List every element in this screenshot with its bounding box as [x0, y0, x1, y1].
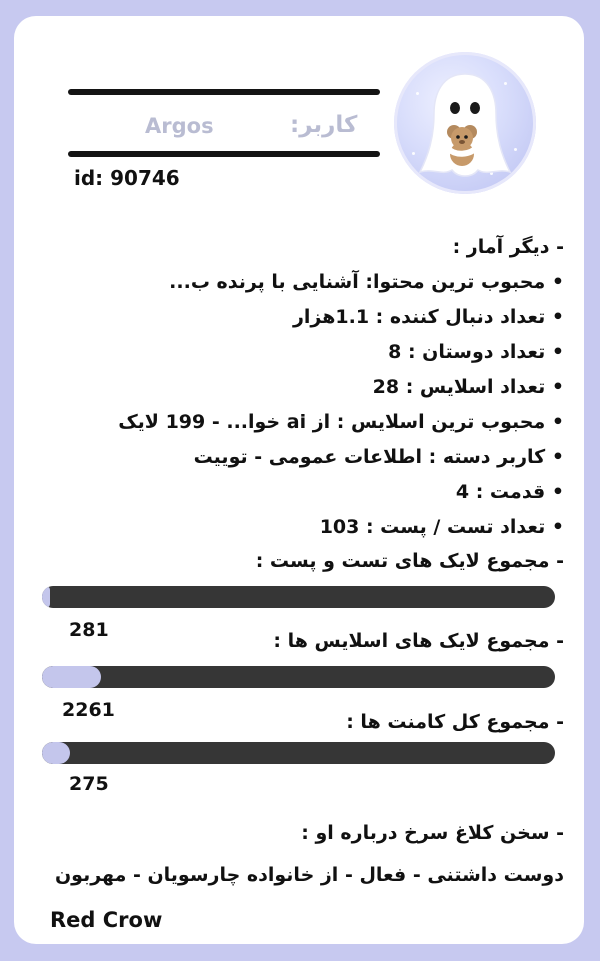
stat-tests-posts: • تعداد تست / پست : 103 — [319, 516, 564, 538]
user-id: id: 90746 — [74, 166, 180, 190]
stat-age: • قدمت : 4 — [455, 481, 564, 503]
username[interactable]: Argos — [145, 114, 214, 138]
progress-bar-test-likes — [42, 586, 555, 608]
bar-value-comments: 275 — [69, 773, 109, 795]
progress-bar-comments — [42, 742, 555, 764]
signature: Red Crow — [50, 908, 163, 932]
stat-category: • کاربر دسته : اطلاعات عمومی - توییت — [193, 446, 564, 468]
bar-value-slice-likes: 2261 — [62, 699, 115, 721]
progress-fill-test-likes — [42, 586, 50, 608]
stats-header: - دیگر آمار : — [452, 236, 564, 258]
progress-fill-comments — [42, 742, 70, 764]
bar-value-test-likes: 281 — [69, 619, 109, 641]
bar-title-slice-likes: - مجموع لایک های اسلایس ها : — [273, 630, 564, 652]
divider-top — [68, 89, 380, 95]
bar-title-comments: - مجموع کل کامنت ها : — [346, 711, 564, 733]
stat-followers: • تعداد دنبال کننده : 1.1هزار — [292, 306, 564, 328]
stats-list — [34, 230, 564, 545]
crow-header: - سخن کلاغ سرخ درباره او : — [301, 822, 564, 844]
crow-text: دوست داشتنی - فعال - از خانواده چارسویان - مهربون — [54, 864, 564, 886]
stat-friends: • تعداد دوستان : 8 — [388, 341, 564, 363]
progress-bar-slice-likes — [42, 666, 555, 688]
divider-bottom — [68, 151, 380, 157]
avatar[interactable] — [394, 52, 536, 194]
progress-fill-slice-likes — [42, 666, 101, 688]
ghost-icon — [394, 52, 536, 194]
stat-top-slice: • محبوب ترین اسلایس : از ai خوا... - 199 لایک — [118, 411, 564, 433]
username-label: کاربر: — [290, 112, 358, 138]
stat-top-content: • محبوب ترین محتوا: آشنایی با پرنده ب... — [169, 271, 564, 293]
stat-slices: • تعداد اسلایس : 28 — [372, 376, 564, 398]
profile-card — [14, 16, 584, 944]
bar-title-test-likes: - مجموع لایک های تست و پست : — [255, 550, 564, 572]
